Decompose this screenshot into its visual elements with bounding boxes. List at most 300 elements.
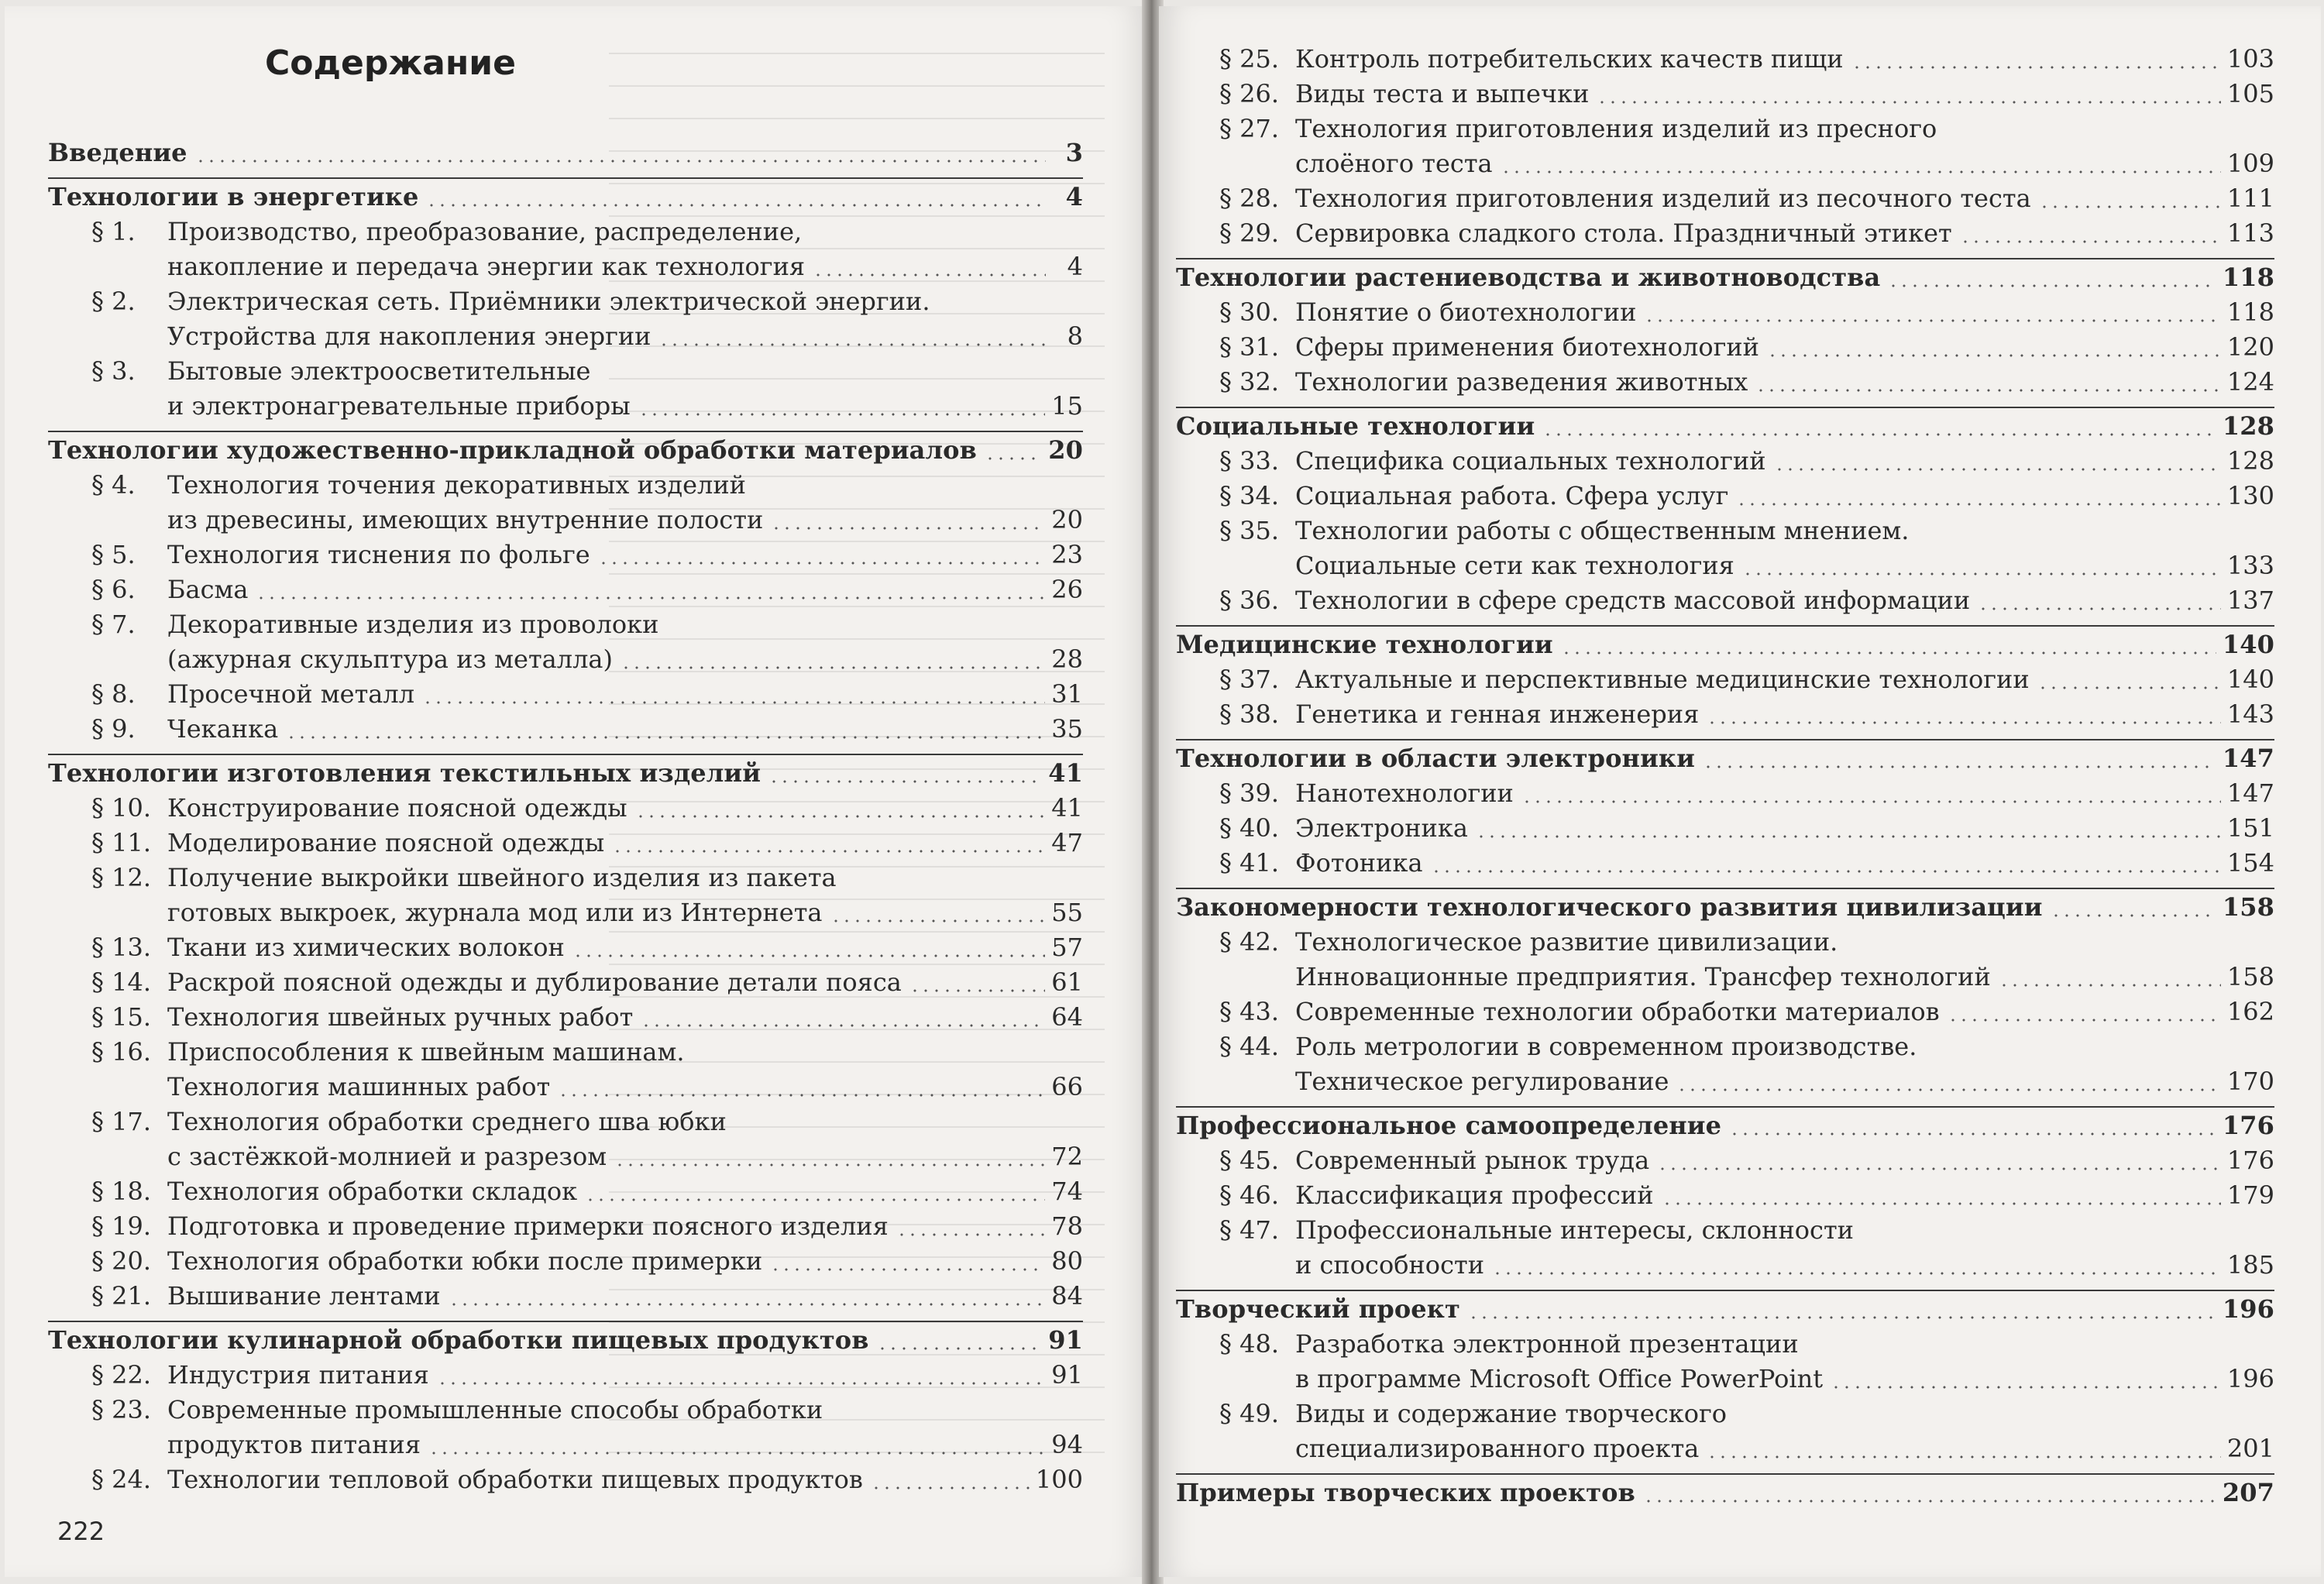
section-title-line: Профессиональные интересы, склонности — [1295, 1215, 1854, 1245]
section-title-line: в программе Microsoft Office PowerPoint — [1295, 1364, 1824, 1393]
section-title-line: и электронагревательные приборы — [167, 391, 631, 421]
section-title-last-line — [167, 642, 1083, 677]
toc-entry[interactable] — [1176, 112, 2274, 181]
dot-leader — [1431, 870, 2221, 873]
toc-entry[interactable] — [48, 572, 1083, 607]
section-number: § 27. — [1219, 114, 1280, 143]
chapter-title: Профессиональное самоопределение — [1176, 1111, 1722, 1140]
section-title-last-line — [167, 538, 1083, 572]
toc-entry[interactable] — [48, 354, 1083, 424]
page-ref: 118 — [2222, 263, 2274, 292]
section-title — [1295, 1327, 2274, 1397]
section-title-last-line — [1295, 365, 2274, 400]
section-title-line: Вышивание лентами — [167, 1281, 441, 1311]
section-number: § 35. — [1219, 516, 1280, 545]
toc-entry[interactable] — [48, 1174, 1083, 1209]
toc-entry[interactable] — [48, 468, 1083, 538]
section-title-line: Современные технологии обработки материалов — [1295, 997, 1940, 1026]
section-title-last-line — [1295, 1143, 2274, 1178]
toc-entry[interactable] — [1176, 295, 2274, 330]
page-ref: 55 — [1051, 898, 1083, 927]
section-title-line: Раскрой поясной одежды и дублирование детали пояса — [167, 967, 902, 997]
section-number: § 31. — [1219, 332, 1280, 362]
page-ref: 31 — [1051, 679, 1083, 709]
section-title — [1295, 1213, 2274, 1283]
section-title-line: Актуальные и перспективные медицинские технологии — [1295, 665, 2030, 694]
section-number: § 10. — [91, 793, 152, 823]
section-title-line: Чеканка — [167, 714, 279, 744]
dot-leader — [830, 919, 1046, 923]
dot-leader — [813, 273, 1046, 277]
chapter-title: Технологии растениеводства и животноводства — [1176, 263, 1881, 292]
section-title — [167, 1279, 1083, 1314]
dot-leader — [1468, 1316, 2216, 1319]
page-ref: 28 — [1051, 644, 1083, 674]
page-ref: 151 — [2226, 813, 2274, 843]
toc-entry[interactable] — [1176, 925, 2274, 995]
dot-leader — [638, 413, 1046, 416]
page-ref: 201 — [2226, 1434, 2274, 1463]
page-ref: 15 — [1051, 391, 1083, 421]
chapter-heading[interactable] — [1176, 1473, 2274, 1510]
section-title-last-line — [1295, 295, 2274, 330]
chapter-heading[interactable] — [1176, 407, 2274, 444]
dot-leader — [1774, 468, 2221, 471]
section-title — [167, 354, 1083, 424]
section-title — [167, 1035, 1083, 1105]
section-title-line: Устройства для накопления энергии — [167, 321, 651, 351]
section-number: § 39. — [1219, 778, 1280, 808]
page-ref: 80 — [1051, 1246, 1083, 1276]
section-title — [167, 965, 1083, 1000]
section-title-last-line — [1295, 181, 2274, 216]
chapter-heading[interactable] — [48, 431, 1083, 468]
chapter-title: Творческий проект — [1176, 1294, 1460, 1324]
section-title — [1295, 1397, 2274, 1466]
dot-leader — [1755, 389, 2221, 392]
section-title — [1295, 995, 2274, 1029]
dot-leader — [635, 815, 1046, 818]
section-title-line: Нанотехнологии — [1295, 778, 1514, 808]
section-title — [1295, 1178, 2274, 1213]
section-number: § 23. — [91, 1395, 152, 1424]
toc-entry[interactable] — [1176, 479, 2274, 514]
section-number: § 44. — [1219, 1032, 1280, 1061]
toc-entry[interactable] — [48, 677, 1083, 712]
toc-entry[interactable] — [1176, 365, 2274, 400]
section-title-line: Технология швейных ручных работ — [167, 1002, 634, 1032]
dot-leader — [195, 160, 1046, 163]
page-ref: 176 — [2226, 1146, 2274, 1175]
section-number: § 46. — [1219, 1180, 1280, 1210]
dot-leader — [572, 954, 1045, 957]
section-title — [1295, 295, 2274, 330]
section-title-last-line — [167, 965, 1083, 1000]
page-ref: 128 — [2222, 411, 2274, 441]
toc-entry[interactable] — [1176, 662, 2274, 697]
toc-entry[interactable] — [48, 861, 1083, 930]
page-ref: 41 — [1048, 758, 1083, 788]
page-ref: 130 — [2226, 481, 2274, 510]
section-number: § 38. — [1219, 699, 1280, 729]
section-title-last-line — [167, 249, 1083, 284]
page-ref: 154 — [2226, 848, 2274, 878]
section-title-line: Инновационные предприятия. Трансфер технологий — [1295, 962, 1991, 991]
toc-entry[interactable] — [1176, 846, 2274, 881]
section-number: § 14. — [91, 967, 152, 997]
dot-leader — [286, 736, 1045, 739]
section-title-line: Контроль потребительских качеств пищи — [1295, 44, 1844, 74]
toc-entry[interactable] — [1176, 776, 2274, 811]
section-title-last-line — [1295, 1248, 2274, 1283]
section-title — [167, 712, 1083, 747]
chapter-heading[interactable] — [48, 1321, 1083, 1358]
page-ref: 26 — [1051, 575, 1083, 604]
section-title — [167, 861, 1083, 930]
section-title-line: Роль метрологии в современном производстве. — [1295, 1032, 1917, 1061]
dot-leader — [896, 1233, 1045, 1236]
toc-entry[interactable] — [48, 215, 1083, 284]
section-title — [167, 1000, 1083, 1035]
section-title-line: Современный рынок труда — [1295, 1146, 1650, 1175]
dot-leader — [612, 850, 1045, 853]
section-title-line: Производство, преобразование, распределение, — [167, 217, 803, 246]
section-title-line: Бытовые электроосветительные — [167, 356, 591, 386]
toc-entry[interactable] — [1176, 995, 2274, 1029]
section-title-line: Технологии в сфере средств массовой информации — [1295, 586, 1971, 615]
section-number: § 3. — [91, 356, 136, 386]
section-title-last-line — [167, 503, 1083, 538]
section-title-last-line — [167, 712, 1083, 747]
toc-entry[interactable] — [1176, 1327, 2274, 1397]
page-ref: 103 — [2226, 44, 2274, 74]
section-title-line: Фотоника — [1295, 848, 1423, 878]
section-title-last-line — [167, 1070, 1083, 1105]
section-title-last-line — [1295, 444, 2274, 479]
chapter-title: Технологии в энергетике — [48, 182, 419, 211]
page-ref: 124 — [2226, 367, 2274, 397]
toc-entry[interactable] — [48, 284, 1083, 354]
section-number: § 48. — [1219, 1329, 1280, 1359]
section-title-last-line — [167, 677, 1083, 712]
page-ref: 100 — [1035, 1465, 1083, 1494]
chapter-heading[interactable] — [48, 177, 1083, 215]
section-title-line: специализированного проекта — [1295, 1434, 1700, 1463]
dot-leader — [1767, 354, 2221, 357]
section-title-line: Приспособления к швейным машинам. — [167, 1037, 685, 1067]
section-number: § 12. — [91, 863, 152, 892]
section-title — [167, 538, 1083, 572]
page-title: Содержание — [265, 43, 516, 83]
dot-leader — [1476, 835, 2221, 838]
toc-entry[interactable] — [48, 826, 1083, 861]
section-title-line: с застёжкой-молнией и разрезом — [167, 1142, 607, 1171]
section-number: § 19. — [91, 1211, 152, 1241]
dot-leader — [1597, 101, 2220, 104]
dot-leader — [1644, 319, 2221, 322]
chapter-title: Социальные технологии — [1176, 411, 1535, 441]
section-title-line: Технология машинных работ — [167, 1072, 551, 1101]
toc-entry[interactable] — [48, 1244, 1083, 1279]
section-number: § 40. — [1219, 813, 1280, 843]
section-title-line: Индустрия питания — [167, 1360, 429, 1390]
toc-entry[interactable] — [48, 607, 1083, 677]
page-ref: 111 — [2226, 184, 2274, 213]
section-title-line: и способности — [1295, 1250, 1485, 1280]
toc-entry[interactable] — [1176, 1397, 2274, 1466]
section-title-line: Электроника — [1295, 813, 1468, 843]
page-number: 222 — [57, 1517, 105, 1546]
left-toc-column — [48, 135, 1083, 1497]
section-number: § 17. — [91, 1107, 152, 1136]
page-ref: 41 — [1051, 793, 1083, 823]
dot-leader — [1561, 651, 2216, 655]
section-title-last-line — [1295, 330, 2274, 365]
toc-entry[interactable] — [1176, 1178, 2274, 1213]
section-number: § 18. — [91, 1177, 152, 1206]
left-page — [5, 6, 1147, 1577]
page-ref: 185 — [2226, 1250, 2274, 1280]
section-number: § 32. — [1219, 367, 1280, 397]
page-ref: 196 — [2226, 1364, 2274, 1393]
section-title — [167, 607, 1083, 677]
page-ref: 4 — [1065, 182, 1083, 211]
toc-entry[interactable] — [48, 1358, 1083, 1393]
section-title-last-line — [167, 1000, 1083, 1035]
toc-entry[interactable] — [48, 930, 1083, 965]
section-title-line: Сферы применения биотехнологий — [1295, 332, 1759, 362]
page-ref: 158 — [2222, 892, 2274, 922]
page-ref: 8 — [1067, 321, 1083, 351]
section-title-line: Технология приготовления изделий из песочного теста — [1295, 184, 2031, 213]
page-ref: 143 — [2226, 699, 2274, 729]
section-title-line: Просечной металл — [167, 679, 415, 709]
section-title — [1295, 1029, 2274, 1099]
section-title — [1295, 444, 2274, 479]
page-ref: 94 — [1051, 1430, 1083, 1459]
section-title-last-line — [167, 1209, 1083, 1244]
section-number: § 41. — [1219, 848, 1280, 878]
section-number: § 20. — [91, 1246, 152, 1276]
section-title — [167, 930, 1083, 965]
dot-leader — [1492, 1272, 2221, 1275]
toc-entry[interactable] — [48, 1279, 1083, 1314]
section-number: § 33. — [1219, 446, 1280, 476]
toc-entry[interactable] — [1176, 77, 2274, 112]
page-ref: 147 — [2222, 744, 2274, 773]
section-title-line: Современные промышленные способы обработки — [167, 1395, 823, 1424]
dot-leader — [449, 1303, 1046, 1306]
section-title — [1295, 112, 2274, 181]
toc-entry[interactable] — [1176, 811, 2274, 846]
section-title-line: продуктов питания — [167, 1430, 421, 1459]
chapter-title: Технологии кулинарной обработки пищевых продуктов — [48, 1325, 869, 1355]
dot-leader — [1948, 1019, 2221, 1022]
section-title-line: Технология приготовления изделий из пресного — [1295, 114, 1937, 143]
section-title-line: Технология обработки юбки после примерки — [167, 1246, 763, 1276]
section-title — [167, 1209, 1083, 1244]
section-title-last-line — [1295, 1064, 2274, 1099]
chapter-heading[interactable] — [1176, 888, 2274, 925]
section-title-line: Басма — [167, 575, 249, 604]
section-title — [167, 1358, 1083, 1393]
page-ref: 118 — [2226, 297, 2274, 327]
section-title — [167, 572, 1083, 607]
chapter-heading[interactable] — [48, 135, 1083, 170]
section-number: § 26. — [1219, 79, 1280, 108]
page-ref: 120 — [2226, 332, 2274, 362]
toc-entry[interactable] — [1176, 1029, 2274, 1099]
section-title — [1295, 846, 2274, 881]
toc-entry[interactable] — [48, 1393, 1083, 1462]
section-title-last-line — [1295, 1362, 2274, 1397]
dot-leader — [422, 701, 1045, 704]
toc-entry[interactable] — [1176, 444, 2274, 479]
page-ref: 84 — [1051, 1281, 1083, 1311]
toc-entry[interactable] — [1176, 42, 2274, 77]
dot-leader — [1643, 1500, 2216, 1503]
page-ref: 72 — [1051, 1142, 1083, 1171]
section-number: § 28. — [1219, 184, 1280, 213]
page-ref: 170 — [2226, 1067, 2274, 1096]
chapter-heading[interactable] — [1176, 739, 2274, 776]
toc-entry[interactable] — [48, 1105, 1083, 1174]
section-title-line: Разработка электронной презентации — [1295, 1329, 1799, 1359]
page-ref: 105 — [2226, 79, 2274, 108]
page-ref: 207 — [2222, 1478, 2274, 1507]
dot-leader — [771, 527, 1045, 530]
section-title-line: Получение выкройки швейного изделия из пакета — [167, 863, 837, 892]
section-number: § 2. — [91, 287, 136, 316]
page-ref: 23 — [1051, 540, 1083, 569]
chapter-title: Закономерности технологического развития цивилизации — [1176, 892, 2043, 922]
chapter-title: Медицинские технологии — [1176, 630, 1553, 659]
toc-entry[interactable] — [1176, 330, 2274, 365]
toc-entry[interactable] — [48, 1209, 1083, 1244]
toc-entry[interactable] — [48, 1035, 1083, 1105]
dot-leader — [437, 1382, 1045, 1385]
section-title-last-line — [167, 1174, 1083, 1209]
section-title-last-line — [167, 791, 1083, 826]
dot-leader — [1999, 984, 2221, 987]
chapter-heading[interactable] — [1176, 625, 2274, 662]
section-title-last-line — [1295, 583, 2274, 618]
section-title-last-line — [1295, 811, 2274, 846]
dot-leader — [1978, 607, 2221, 610]
section-title-line: Технологии работы с общественным мнением. — [1295, 516, 1910, 545]
section-number: § 24. — [91, 1465, 152, 1494]
toc-entry[interactable] — [1176, 514, 2274, 583]
page-ref: 20 — [1051, 505, 1083, 534]
section-title-line: Технология обработки среднего шва юбки — [167, 1107, 727, 1136]
dot-leader — [1501, 170, 2221, 174]
toc-entry[interactable] — [1176, 1143, 2274, 1178]
section-title-last-line — [1295, 960, 2274, 995]
section-title — [1295, 479, 2274, 514]
section-title — [167, 677, 1083, 712]
chapter-heading[interactable] — [1176, 258, 2274, 295]
section-title — [1295, 77, 2274, 112]
section-title-line: Виды теста и выпечки — [1295, 79, 1590, 108]
chapter-heading[interactable] — [48, 754, 1083, 791]
section-title — [167, 1393, 1083, 1462]
dot-leader — [877, 1347, 1043, 1350]
section-title-last-line — [1295, 77, 2274, 112]
section-title-last-line — [167, 826, 1083, 861]
page-ref: 91 — [1048, 1325, 1083, 1355]
dot-leader — [1657, 1167, 2221, 1170]
section-number: § 13. — [91, 933, 152, 962]
section-title-last-line — [1295, 1431, 2274, 1466]
section-title — [167, 215, 1083, 284]
section-number: § 15. — [91, 1002, 152, 1032]
section-number: § 45. — [1219, 1146, 1280, 1175]
section-title-line: Социальные сети как технология — [1295, 551, 1734, 580]
section-title — [167, 826, 1083, 861]
page-ref: 162 — [2226, 997, 2274, 1026]
section-title — [167, 791, 1083, 826]
chapter-title: Технологии художественно-прикладной обработки материалов — [48, 435, 977, 465]
section-title — [1295, 776, 2274, 811]
dot-leader — [1662, 1202, 2221, 1205]
toc-entry[interactable] — [48, 712, 1083, 747]
toc-entry[interactable] — [1176, 1213, 2274, 1283]
section-title-last-line — [1295, 479, 2274, 514]
toc-entry[interactable] — [1176, 181, 2274, 216]
dot-leader — [1521, 800, 2221, 803]
section-title-last-line — [167, 1244, 1083, 1279]
page-ref: 61 — [1051, 967, 1083, 997]
toc-entry[interactable] — [48, 538, 1083, 572]
section-title-last-line — [167, 895, 1083, 930]
section-number: § 37. — [1219, 665, 1280, 694]
page-ref: 20 — [1048, 435, 1083, 465]
toc-entry[interactable] — [48, 1000, 1083, 1035]
section-title-last-line — [167, 1279, 1083, 1314]
section-title — [167, 1244, 1083, 1279]
section-title-last-line — [1295, 42, 2274, 77]
section-number: § 7. — [91, 610, 136, 639]
dot-leader — [598, 562, 1046, 565]
dot-leader — [1831, 1386, 2221, 1389]
chapter-heading[interactable] — [1176, 1106, 2274, 1143]
section-title-line: Технологии тепловой обработки пищевых продуктов — [167, 1465, 863, 1494]
section-number: § 16. — [91, 1037, 152, 1067]
toc-entry[interactable] — [48, 1462, 1083, 1497]
section-title — [1295, 697, 2274, 732]
page-ref: 137 — [2226, 586, 2274, 615]
toc-entry[interactable] — [1176, 583, 2274, 618]
dot-leader — [2051, 914, 2216, 917]
section-title-line: Подготовка и проведение примерки поясного изделия — [167, 1211, 889, 1241]
section-title-line: Технология точения декоративных изделий — [167, 470, 746, 500]
section-title-last-line — [1295, 1178, 2274, 1213]
section-title-last-line — [1295, 216, 2274, 251]
toc-entry[interactable] — [1176, 216, 2274, 251]
toc-entry[interactable] — [48, 965, 1083, 1000]
section-title-last-line — [1295, 146, 2274, 181]
dot-leader — [1960, 240, 2221, 243]
section-title-line: слоёного теста — [1295, 149, 1493, 178]
dot-leader — [768, 780, 1042, 783]
chapter-heading[interactable] — [1176, 1290, 2274, 1327]
toc-entry[interactable] — [48, 791, 1083, 826]
chapter-title: Примеры творческих проектов — [1176, 1478, 1635, 1507]
section-title — [1295, 216, 2274, 251]
dot-leader — [909, 989, 1045, 992]
toc-entry[interactable] — [1176, 697, 2274, 732]
page-ref: 176 — [2222, 1111, 2274, 1140]
